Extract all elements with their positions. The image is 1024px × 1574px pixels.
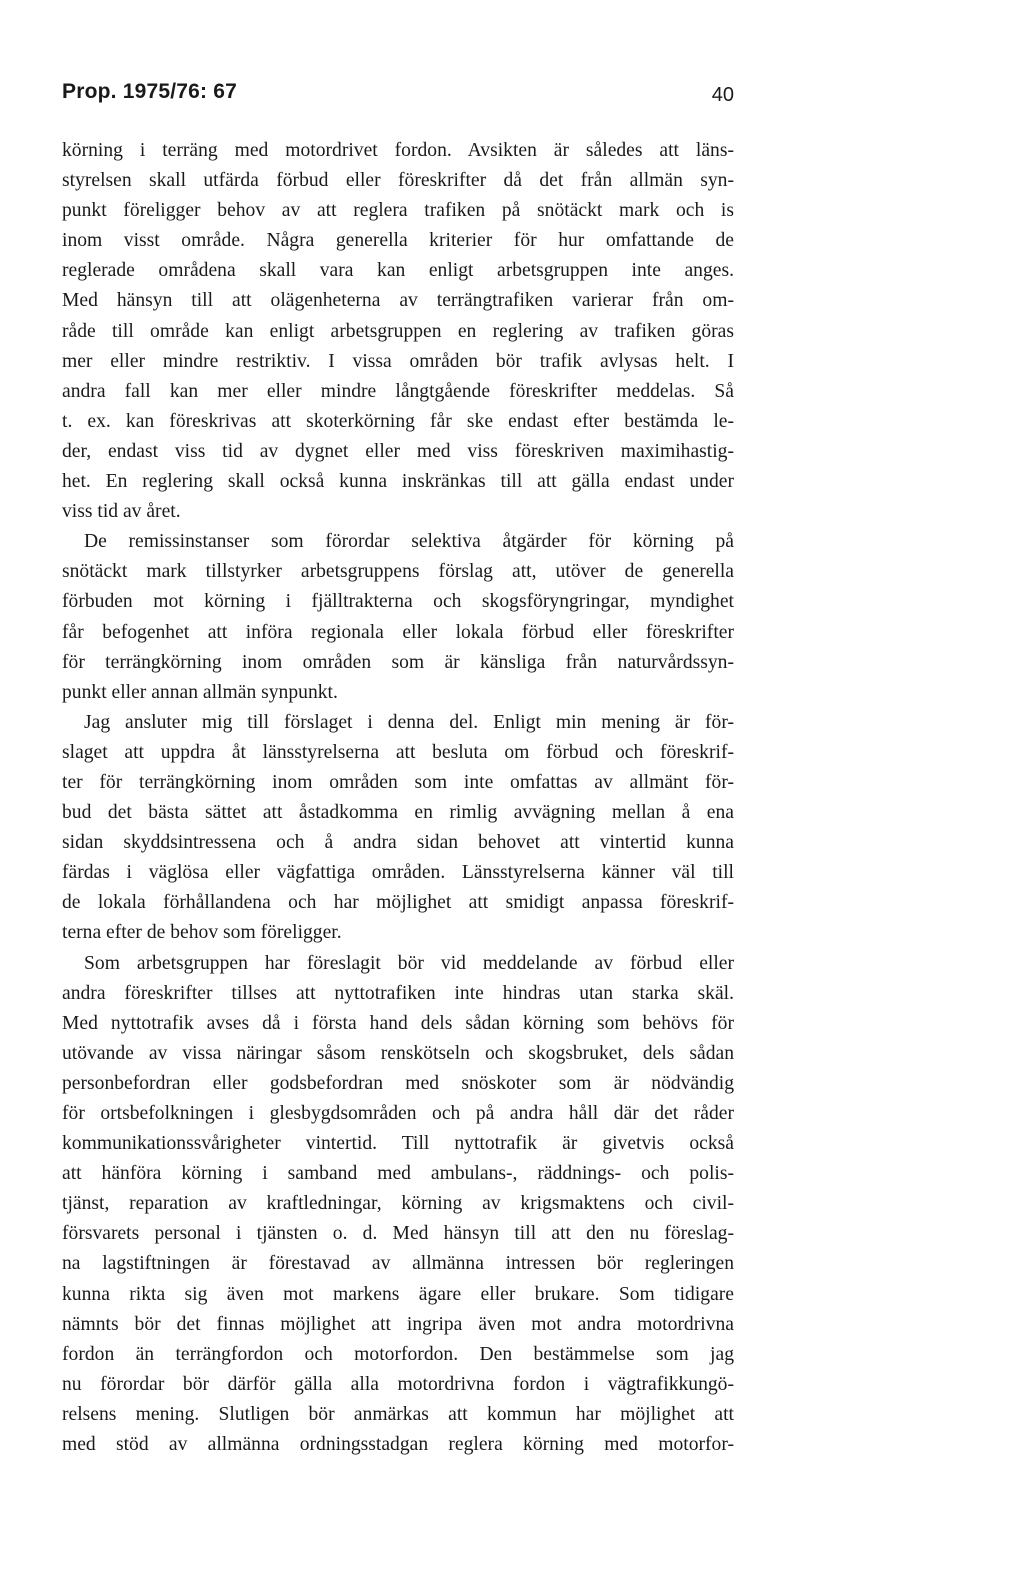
- text-line: ter för terrängkörning inom områden som inte omfattas av allmänt för-: [62, 771, 734, 793]
- paragraph: [62, 708, 734, 949]
- paragraph: [62, 949, 734, 1461]
- text-line: reglerade områdena skall vara kan enligt arbetsgruppen inte anges.: [62, 260, 734, 282]
- text-line: försvarets personal i tjänsten o. d. Med hänsyn till att den nu föreslag-: [62, 1223, 734, 1245]
- text-line: personbefordran eller godsbefordran med snöskoter som är nödvändig: [62, 1072, 734, 1094]
- text-line: att hänföra körning i samband med ambulans-, räddnings- och polis-: [62, 1163, 734, 1185]
- text-line: kommunikationssvårigheter vintertid. Till nyttotrafik är givetvis också: [62, 1133, 734, 1155]
- text-line: De remissinstanser som förordar selektiva åtgärder för körning på: [84, 531, 734, 553]
- paragraph: [62, 527, 734, 708]
- text-line: Som arbetsgruppen har föreslagit bör vid meddelande av förbud eller: [84, 952, 734, 974]
- text-line: na lagstiftningen är förestavad av allmänna intressen bör regleringen: [62, 1253, 734, 1275]
- text-line: de lokala förhållandena och har möjlighet att smidigt anpassa föreskrif-: [62, 892, 734, 914]
- text-line: kunna rikta sig även mot markens ägare eller brukare. Som tidigare: [62, 1283, 734, 1305]
- text-line: färdas i väglösa eller vägfattiga områden. Länsstyrelserna känner väl till: [62, 862, 734, 884]
- text-line: andra fall kan mer eller mindre långtgående föreskrifter meddelas. Så: [62, 380, 734, 402]
- body-text: [62, 136, 734, 1460]
- text-line: snötäckt mark tillstyrker arbetsgruppens förslag att, utöver de generella: [62, 561, 734, 583]
- text-line: der, endast viss tid av dygnet eller med viss föreskriven maximihastig-: [62, 440, 734, 462]
- text-line: Jag ansluter mig till förslaget i denna del. Enligt min mening är för-: [84, 711, 734, 733]
- text-line: nu förordar bör därför gälla alla motordrivna fordon i vägtrafikkungö-: [62, 1373, 734, 1395]
- text-line: terna efter de behov som föreligger.: [62, 922, 342, 944]
- text-line: körning i terräng med motordrivet fordon. Avsikten är således att läns-: [62, 140, 734, 161]
- text-line: Med nyttotrafik avses då i första hand dels sådan körning som behövs för: [62, 1012, 734, 1034]
- text-line: får befogenhet att införa regionala eller lokala förbud eller föreskrifter: [62, 621, 734, 643]
- text-line: punkt eller annan allmän synpunkt.: [62, 681, 338, 703]
- text-line: råde till område kan enligt arbetsgruppen en reglering av trafiken göras: [62, 320, 734, 342]
- text-line: för ortsbefolkningen i glesbygdsområden och på andra håll där det råder: [62, 1103, 734, 1124]
- text-line: punkt föreligger behov av att reglera trafiken på snötäckt mark och is: [62, 200, 734, 222]
- text-line: inom visst område. Några generella kriterier för hur omfattande de: [62, 230, 734, 252]
- text-line: t. ex. kan föreskrivas att skoterkörning får ske endast efter bestämda le-: [62, 410, 734, 432]
- paragraph: [62, 136, 734, 527]
- text-line: bud det bästa sättet att åstadkomma en rimlig avvägning mellan å ena: [62, 802, 734, 824]
- text-line: slaget att uppdra åt länsstyrelserna att besluta om förbud och föreskrif-: [62, 741, 734, 763]
- text-line: sidan skyddsintressena och å andra sidan behovet att vintertid kunna: [62, 832, 734, 854]
- text-line: nämnts bör det finnas möjlighet att ingripa även mot andra motordrivna: [62, 1313, 734, 1335]
- page-header: [62, 80, 734, 114]
- document-reference: Prop. 1975/76: 67: [62, 80, 237, 103]
- text-line: styrelsen skall utfärda förbud eller föreskrifter då det från allmän syn-: [62, 170, 734, 192]
- text-line: relsens mening. Slutligen bör anmärkas att kommun har möjlighet att: [62, 1403, 734, 1425]
- text-line: förbuden mot körning i fjälltrakterna och skogsföryngringar, myndighet: [62, 591, 734, 613]
- text-line: för terrängkörning inom områden som är känsliga från naturvårdssyn-: [62, 651, 734, 673]
- text-line: fordon än terrängfordon och motorfordon. Den bestämmelse som jag: [62, 1343, 734, 1365]
- text-line: het. En reglering skall också kunna inskränkas till att gälla endast under: [62, 471, 734, 493]
- text-line: tjänst, reparation av kraftledningar, körning av krigsmaktens och civil-: [62, 1193, 734, 1215]
- text-line: mer eller mindre restriktiv. I vissa områden bör trafik avlysas helt. I: [62, 350, 734, 372]
- text-line: Med hänsyn till att olägenheterna av terrängtrafiken varierar från om-: [62, 290, 734, 312]
- text-line: andra föreskrifter tillses att nyttotrafiken inte hindras utan starka skäl.: [62, 982, 734, 1004]
- page-number: 40: [711, 84, 734, 106]
- text-line: utövande av vissa näringar såsom renskötseln och skogsbruket, dels sådan: [62, 1042, 734, 1064]
- text-line: med stöd av allmänna ordningsstadgan reglera körning med motorfor-: [62, 1434, 734, 1456]
- text-line: viss tid av året.: [62, 501, 181, 523]
